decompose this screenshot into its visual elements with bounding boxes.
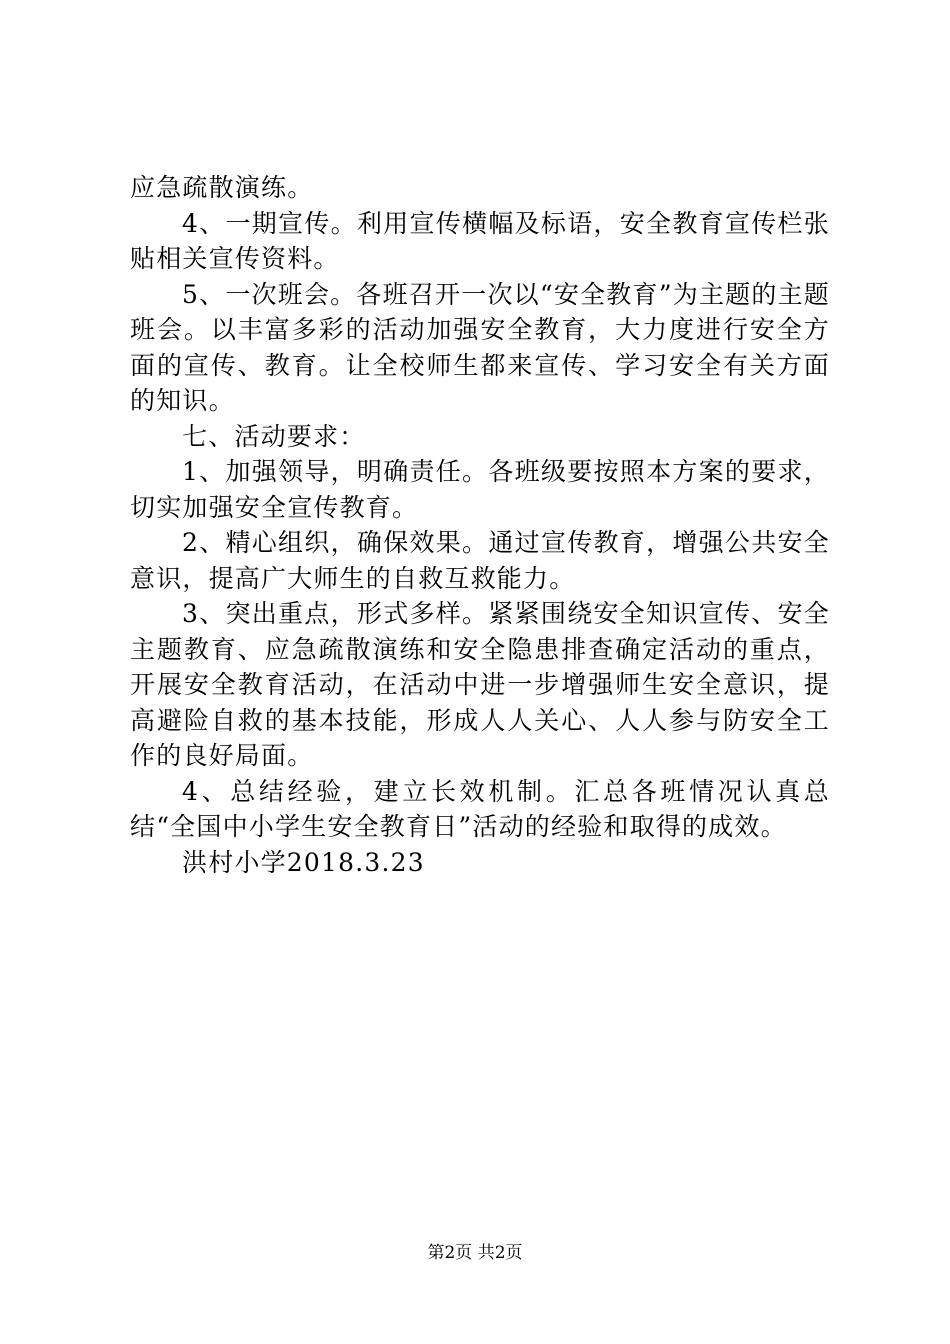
document-body	[130, 170, 830, 880]
paragraph-requirement-3: 3、突出重点，形式多样。紧紧围绕安全知识宣传、安全主题教育、应急疏散演练和安全隐患排查确定活动的重点，开展安全教育活动，在活动中进一步增强师生安全意识，提高避险自救的基本技能，形成人人关心、人人参与防安全工作的良好局面。	[130, 599, 830, 770]
page-footer	[0, 1242, 950, 1264]
paragraph-item-4-publicity: 4、一期宣传。利用宣传横幅及标语，安全教育宣传栏张贴相关宣传资料。	[130, 208, 830, 273]
paragraph-continuation: 应急疏散演练。	[130, 173, 314, 202]
page-number-label: 第2页 共2页	[427, 1243, 523, 1263]
paragraph-requirement-4: 4、总结经验，建立长效机制。汇总各班情况认真总结“全国中小学生安全教育日”活动的经验和取得的成效。	[130, 776, 830, 841]
paragraph-item-5-class-meeting: 5、一次班会。各班召开一次以“安全教育”为主题的主题班会。以丰富多彩的活动加强安全教育，大力度进行安全方面的宣传、教育。让全校师生都来宣传、学习安全有关方面的知识。	[130, 279, 830, 415]
paragraph-requirement-1: 1、加强领导，明确责任。各班级要按照本方案的要求，切实加强安全宣传教育。	[130, 457, 830, 522]
section-heading-requirements: 七、活动要求：	[182, 421, 366, 451]
paragraph-requirement-2: 2、精心组织，确保效果。通过宣传教育，增强公共安全意识，提高广大师生的自救互救能力。	[130, 528, 830, 593]
signature-line: 洪村小学2018.3.23	[182, 847, 425, 877]
